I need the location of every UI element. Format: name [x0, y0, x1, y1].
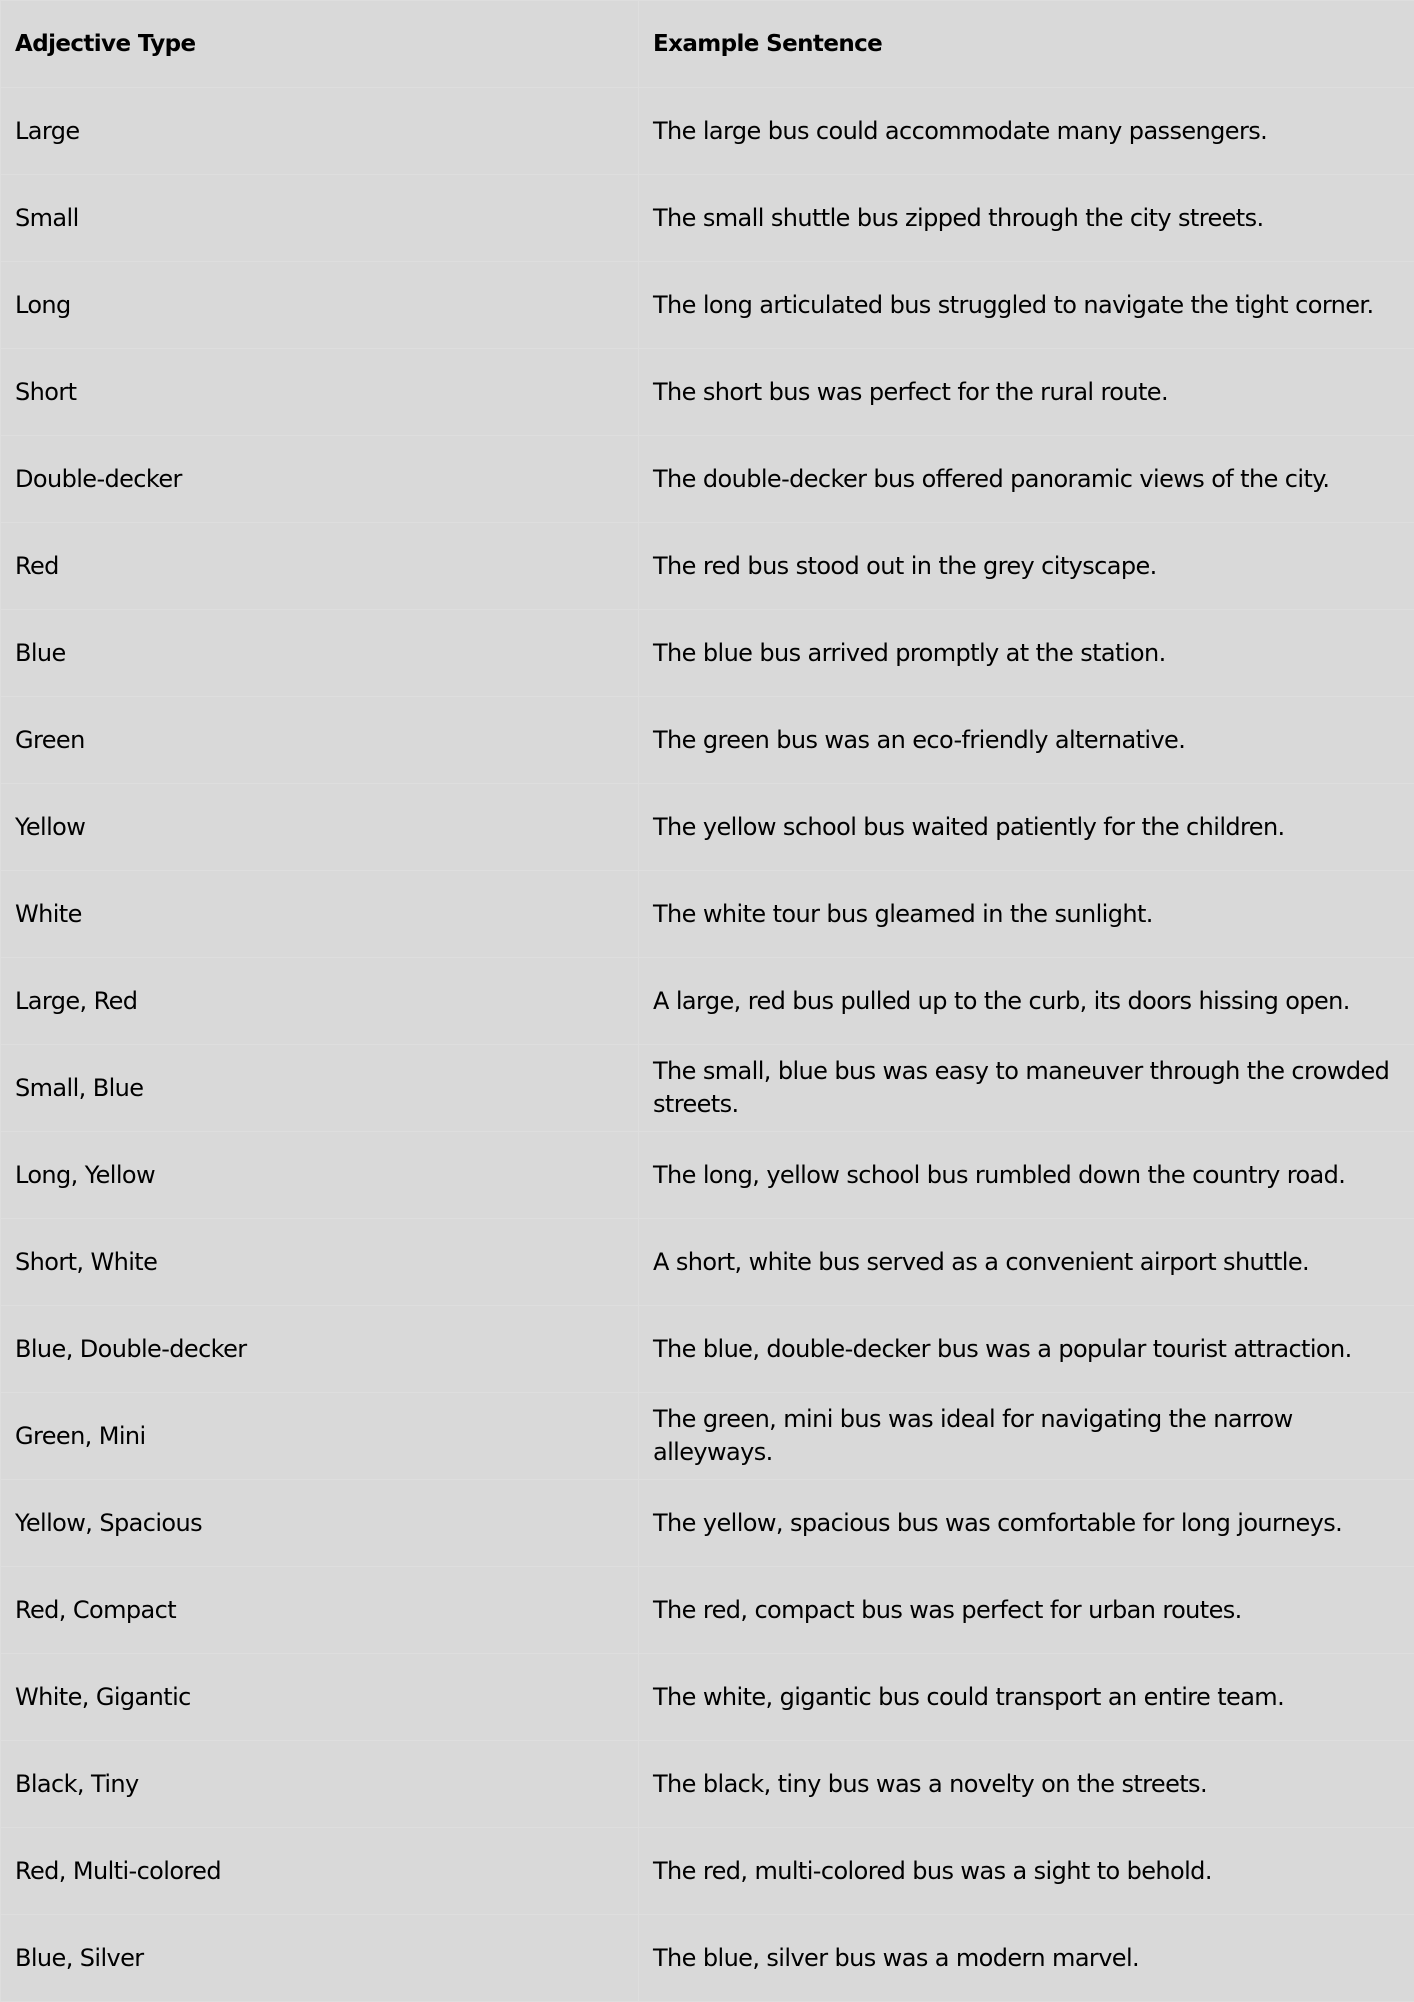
table-row [1, 1306, 1414, 1393]
header-adjective-type: Adjective Type [1, 1, 639, 88]
sentence-cell: The green bus was an eco-friendly alternative. [639, 697, 1414, 784]
table-row [1, 1567, 1414, 1654]
sentence-cell: The green, mini bus was ideal for navigating the narrow alleyways. [639, 1393, 1414, 1480]
table-row [1, 784, 1414, 871]
sentence-cell: The short bus was perfect for the rural route. [639, 349, 1414, 436]
adjective-cell: Small, Blue [1, 1045, 639, 1132]
header-example-sentence: Example Sentence [639, 1, 1414, 88]
adjective-cell: Green, Mini [1, 1393, 639, 1480]
sentence-cell: The red bus stood out in the grey cityscape. [639, 523, 1414, 610]
adjective-cell: Red, Multi-colored [1, 1828, 639, 1915]
table-row [1, 88, 1414, 175]
adjective-cell: Blue, Double-decker [1, 1306, 639, 1393]
table-row [1, 1393, 1414, 1480]
sentence-cell: The white tour bus gleamed in the sunlight. [639, 871, 1414, 958]
adjective-cell: Short, White [1, 1219, 639, 1306]
adjective-cell: Short [1, 349, 639, 436]
table-row [1, 1741, 1414, 1828]
sentence-cell: A large, red bus pulled up to the curb, its doors hissing open. [639, 958, 1414, 1045]
sentence-cell: The black, tiny bus was a novelty on the streets. [639, 1741, 1414, 1828]
table-row [1, 871, 1414, 958]
table-header-row [1, 1, 1414, 88]
table-row [1, 1219, 1414, 1306]
sentence-cell: The blue bus arrived promptly at the station. [639, 610, 1414, 697]
adjective-cell: Blue [1, 610, 639, 697]
sentence-cell: The long articulated bus struggled to navigate the tight corner. [639, 262, 1414, 349]
adjective-cell: Long, Yellow [1, 1132, 639, 1219]
adjective-cell: Green [1, 697, 639, 784]
adjective-cell: Black, Tiny [1, 1741, 639, 1828]
adjective-cell: Large [1, 88, 639, 175]
adjective-cell: Long [1, 262, 639, 349]
sentence-cell: The yellow school bus waited patiently for the children. [639, 784, 1414, 871]
adjective-cell: Large, Red [1, 958, 639, 1045]
table-row [1, 1654, 1414, 1741]
table-row [1, 1828, 1414, 1915]
sentence-cell: The small shuttle bus zipped through the city streets. [639, 175, 1414, 262]
sentence-cell: The red, multi-colored bus was a sight to behold. [639, 1828, 1414, 1915]
table-row [1, 1045, 1414, 1132]
table-row [1, 697, 1414, 784]
sentence-cell: The small, blue bus was easy to maneuver through the crowded streets. [639, 1045, 1414, 1132]
adjective-cell: Yellow, Spacious [1, 1480, 639, 1567]
table-row [1, 175, 1414, 262]
table-row [1, 1132, 1414, 1219]
adjective-cell: Yellow [1, 784, 639, 871]
sentence-cell: The long, yellow school bus rumbled down the country road. [639, 1132, 1414, 1219]
sentence-cell: The blue, double-decker bus was a popular tourist attraction. [639, 1306, 1414, 1393]
adjective-cell: White, Gigantic [1, 1654, 639, 1741]
sentence-cell: The white, gigantic bus could transport an entire team. [639, 1654, 1414, 1741]
table-row [1, 436, 1414, 523]
adjective-cell: Double-decker [1, 436, 639, 523]
sentence-cell: The blue, silver bus was a modern marvel. [639, 1915, 1414, 2002]
adjective-cell: Blue, Silver [1, 1915, 639, 2002]
adjective-cell: Red, Compact [1, 1567, 639, 1654]
adjective-cell: Red [1, 523, 639, 610]
table-row [1, 1480, 1414, 1567]
sentence-cell: A short, white bus served as a convenient airport shuttle. [639, 1219, 1414, 1306]
table-row [1, 610, 1414, 697]
sentence-cell: The double-decker bus offered panoramic views of the city. [639, 436, 1414, 523]
sentence-cell: The large bus could accommodate many passengers. [639, 88, 1414, 175]
table-row [1, 523, 1414, 610]
table-row [1, 262, 1414, 349]
table-row [1, 958, 1414, 1045]
sentence-cell: The yellow, spacious bus was comfortable for long journeys. [639, 1480, 1414, 1567]
table-row [1, 349, 1414, 436]
adjective-cell: White [1, 871, 639, 958]
adjective-cell: Small [1, 175, 639, 262]
sentence-cell: The red, compact bus was perfect for urban routes. [639, 1567, 1414, 1654]
table-row [1, 1915, 1414, 2002]
